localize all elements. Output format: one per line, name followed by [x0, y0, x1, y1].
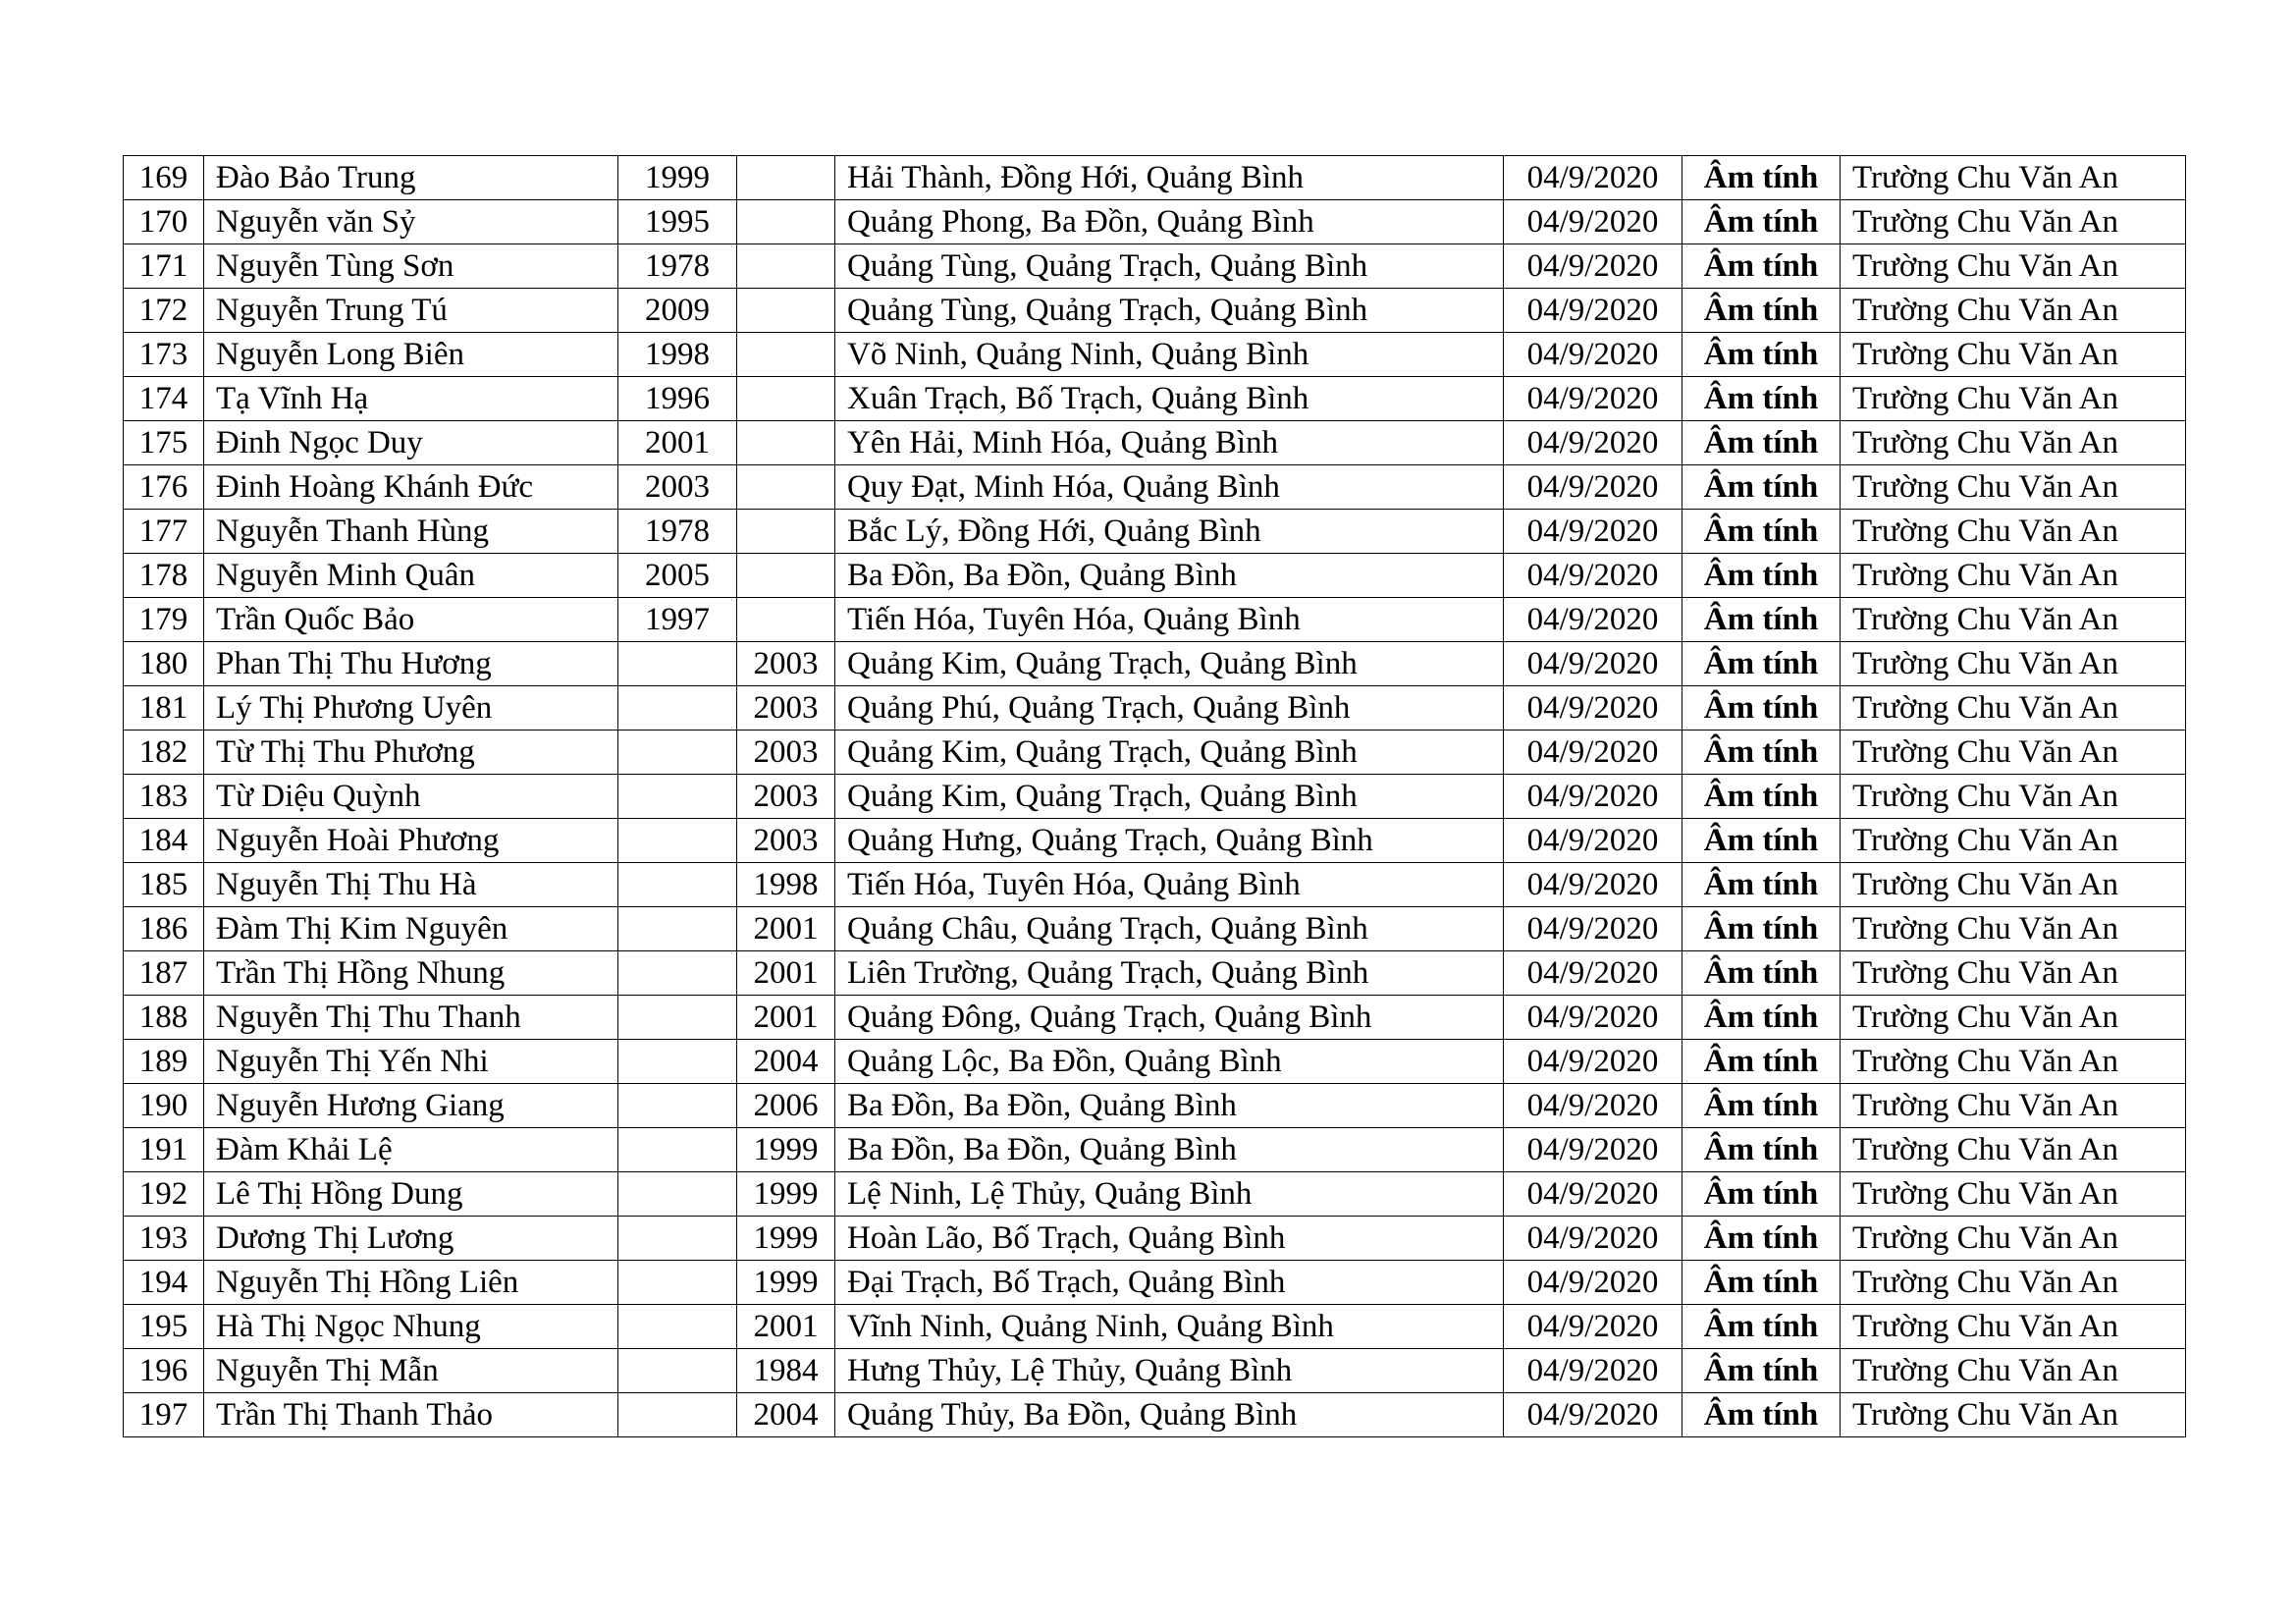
test-date-cell: 04/9/2020 [1504, 907, 1682, 951]
female-birth-year-cell: 2003 [737, 775, 835, 819]
address-cell: Xuân Trạch, Bố Trạch, Quảng Bình [835, 377, 1504, 421]
male-birth-year-cell: 2009 [618, 289, 737, 333]
person-name-cell: Nguyễn Hương Giang [204, 1084, 618, 1128]
address-cell: Tiến Hóa, Tuyên Hóa, Quảng Bình [835, 863, 1504, 907]
row-number-cell: 182 [124, 731, 204, 775]
row-number-cell: 189 [124, 1040, 204, 1084]
isolation-place-cell: Trường Chu Văn An [1841, 951, 2186, 996]
table-row [124, 289, 2186, 333]
female-birth-year-cell: 2004 [737, 1040, 835, 1084]
test-date-cell: 04/9/2020 [1504, 642, 1682, 686]
address-cell: Bắc Lý, Đồng Hới, Quảng Bình [835, 510, 1504, 554]
female-birth-year-cell [737, 465, 835, 510]
isolation-place-cell: Trường Chu Văn An [1841, 598, 2186, 642]
table-row [124, 333, 2186, 377]
female-birth-year-cell: 2004 [737, 1393, 835, 1437]
address-cell: Quảng Thủy, Ba Đồn, Quảng Bình [835, 1393, 1504, 1437]
test-result-cell: Âm tính [1682, 863, 1841, 907]
female-birth-year-cell: 2003 [737, 819, 835, 863]
test-date-cell: 04/9/2020 [1504, 1261, 1682, 1305]
address-cell: Lệ Ninh, Lệ Thủy, Quảng Bình [835, 1172, 1504, 1217]
isolation-place-cell: Trường Chu Văn An [1841, 1040, 2186, 1084]
female-birth-year-cell: 2003 [737, 642, 835, 686]
table-row [124, 1393, 2186, 1437]
table-row [124, 598, 2186, 642]
male-birth-year-cell [618, 907, 737, 951]
test-date-cell: 04/9/2020 [1504, 1040, 1682, 1084]
test-result-cell: Âm tính [1682, 554, 1841, 598]
male-birth-year-cell [618, 996, 737, 1040]
row-number-cell: 197 [124, 1393, 204, 1437]
isolation-place-cell: Trường Chu Văn An [1841, 642, 2186, 686]
test-date-cell: 04/9/2020 [1504, 819, 1682, 863]
isolation-place-cell: Trường Chu Văn An [1841, 1305, 2186, 1349]
row-number-cell: 192 [124, 1172, 204, 1217]
row-number-cell: 171 [124, 244, 204, 289]
test-result-cell: Âm tính [1682, 1128, 1841, 1172]
male-birth-year-cell: 1997 [618, 598, 737, 642]
female-birth-year-cell: 1998 [737, 863, 835, 907]
row-number-cell: 172 [124, 289, 204, 333]
test-result-cell: Âm tính [1682, 819, 1841, 863]
address-cell: Quy Đạt, Minh Hóa, Quảng Bình [835, 465, 1504, 510]
male-birth-year-cell: 2001 [618, 421, 737, 465]
row-number-cell: 186 [124, 907, 204, 951]
test-result-cell: Âm tính [1682, 510, 1841, 554]
test-result-cell: Âm tính [1682, 907, 1841, 951]
female-birth-year-cell: 2001 [737, 907, 835, 951]
male-birth-year-cell: 1995 [618, 200, 737, 244]
table-row [124, 686, 2186, 731]
table-row [124, 200, 2186, 244]
person-name-cell: Đào Bảo Trung [204, 156, 618, 200]
test-result-cell: Âm tính [1682, 598, 1841, 642]
test-date-cell: 04/9/2020 [1504, 996, 1682, 1040]
row-number-cell: 178 [124, 554, 204, 598]
isolation-place-cell: Trường Chu Văn An [1841, 156, 2186, 200]
male-birth-year-cell [618, 1172, 737, 1217]
test-date-cell: 04/9/2020 [1504, 465, 1682, 510]
test-result-cell: Âm tính [1682, 1305, 1841, 1349]
isolation-place-cell: Trường Chu Văn An [1841, 1217, 2186, 1261]
male-birth-year-cell [618, 863, 737, 907]
female-birth-year-cell: 1984 [737, 1349, 835, 1393]
person-name-cell: Nguyễn Thị Yến Nhi [204, 1040, 618, 1084]
male-birth-year-cell [618, 1393, 737, 1437]
test-result-cell: Âm tính [1682, 333, 1841, 377]
table-row [124, 421, 2186, 465]
isolation-place-cell: Trường Chu Văn An [1841, 1128, 2186, 1172]
test-date-cell: 04/9/2020 [1504, 598, 1682, 642]
test-result-cell: Âm tính [1682, 156, 1841, 200]
person-name-cell: Nguyễn Tùng Sơn [204, 244, 618, 289]
table-row [124, 731, 2186, 775]
person-name-cell: Nguyễn Minh Quân [204, 554, 618, 598]
test-date-cell: 04/9/2020 [1504, 421, 1682, 465]
person-name-cell: Nguyễn Thị Mẫn [204, 1349, 618, 1393]
table-row [124, 510, 2186, 554]
male-birth-year-cell [618, 1084, 737, 1128]
address-cell: Hưng Thủy, Lệ Thủy, Quảng Bình [835, 1349, 1504, 1393]
test-result-cell: Âm tính [1682, 200, 1841, 244]
isolation-place-cell: Trường Chu Văn An [1841, 731, 2186, 775]
test-date-cell: 04/9/2020 [1504, 377, 1682, 421]
row-number-cell: 179 [124, 598, 204, 642]
person-name-cell: Đinh Hoàng Khánh Đức [204, 465, 618, 510]
test-date-cell: 04/9/2020 [1504, 1349, 1682, 1393]
male-birth-year-cell [618, 1217, 737, 1261]
male-birth-year-cell [618, 775, 737, 819]
table-row [124, 244, 2186, 289]
test-date-cell: 04/9/2020 [1504, 200, 1682, 244]
row-number-cell: 187 [124, 951, 204, 996]
address-cell: Quảng Lộc, Ba Đồn, Quảng Bình [835, 1040, 1504, 1084]
row-number-cell: 193 [124, 1217, 204, 1261]
table-row [124, 1261, 2186, 1305]
male-birth-year-cell: 2005 [618, 554, 737, 598]
female-birth-year-cell [737, 156, 835, 200]
test-result-cell: Âm tính [1682, 289, 1841, 333]
test-result-cell: Âm tính [1682, 1040, 1841, 1084]
person-name-cell: Nguyễn Trung Tú [204, 289, 618, 333]
isolation-place-cell: Trường Chu Văn An [1841, 686, 2186, 731]
female-birth-year-cell [737, 421, 835, 465]
female-birth-year-cell: 2003 [737, 686, 835, 731]
test-date-cell: 04/9/2020 [1504, 951, 1682, 996]
table-row [124, 1128, 2186, 1172]
isolation-place-cell: Trường Chu Văn An [1841, 465, 2186, 510]
female-birth-year-cell [737, 333, 835, 377]
row-number-cell: 190 [124, 1084, 204, 1128]
person-name-cell: Lê Thị Hồng Dung [204, 1172, 618, 1217]
address-cell: Yên Hải, Minh Hóa, Quảng Bình [835, 421, 1504, 465]
row-number-cell: 170 [124, 200, 204, 244]
address-cell: Liên Trường, Quảng Trạch, Quảng Bình [835, 951, 1504, 996]
test-date-cell: 04/9/2020 [1504, 510, 1682, 554]
table-row [124, 156, 2186, 200]
address-cell: Quảng Kim, Quảng Trạch, Quảng Bình [835, 775, 1504, 819]
isolation-place-cell: Trường Chu Văn An [1841, 421, 2186, 465]
address-cell: Võ Ninh, Quảng Ninh, Quảng Bình [835, 333, 1504, 377]
person-name-cell: Nguyễn Thị Thu Thanh [204, 996, 618, 1040]
address-cell: Quảng Đông, Quảng Trạch, Quảng Bình [835, 996, 1504, 1040]
male-birth-year-cell: 1996 [618, 377, 737, 421]
test-date-cell: 04/9/2020 [1504, 686, 1682, 731]
address-cell: Ba Đồn, Ba Đồn, Quảng Bình [835, 1128, 1504, 1172]
female-birth-year-cell: 1999 [737, 1128, 835, 1172]
test-date-cell: 04/9/2020 [1504, 731, 1682, 775]
test-result-cell: Âm tính [1682, 1261, 1841, 1305]
isolation-place-cell: Trường Chu Văn An [1841, 289, 2186, 333]
male-birth-year-cell [618, 731, 737, 775]
isolation-place-cell: Trường Chu Văn An [1841, 775, 2186, 819]
row-number-cell: 175 [124, 421, 204, 465]
person-name-cell: Nguyễn Thanh Hùng [204, 510, 618, 554]
male-birth-year-cell: 1999 [618, 156, 737, 200]
test-result-cell: Âm tính [1682, 996, 1841, 1040]
isolation-place-cell: Trường Chu Văn An [1841, 819, 2186, 863]
table-row [124, 1349, 2186, 1393]
test-results-table [123, 155, 2186, 1437]
row-number-cell: 176 [124, 465, 204, 510]
test-date-cell: 04/9/2020 [1504, 289, 1682, 333]
table-row [124, 1217, 2186, 1261]
test-result-cell: Âm tính [1682, 1217, 1841, 1261]
person-name-cell: Nguyễn Thị Thu Hà [204, 863, 618, 907]
person-name-cell: Từ Diệu Quỳnh [204, 775, 618, 819]
person-name-cell: Nguyễn Long Biên [204, 333, 618, 377]
address-cell: Quảng Phú, Quảng Trạch, Quảng Bình [835, 686, 1504, 731]
row-number-cell: 169 [124, 156, 204, 200]
isolation-place-cell: Trường Chu Văn An [1841, 200, 2186, 244]
row-number-cell: 173 [124, 333, 204, 377]
table-row [124, 1305, 2186, 1349]
table-row [124, 465, 2186, 510]
address-cell: Quảng Hưng, Quảng Trạch, Quảng Bình [835, 819, 1504, 863]
test-date-cell: 04/9/2020 [1504, 244, 1682, 289]
isolation-place-cell: Trường Chu Văn An [1841, 863, 2186, 907]
table-row [124, 1040, 2186, 1084]
address-cell: Ba Đồn, Ba Đồn, Quảng Bình [835, 1084, 1504, 1128]
person-name-cell: Tạ Vĩnh Hạ [204, 377, 618, 421]
row-number-cell: 181 [124, 686, 204, 731]
test-result-cell: Âm tính [1682, 465, 1841, 510]
test-date-cell: 04/9/2020 [1504, 156, 1682, 200]
female-birth-year-cell [737, 244, 835, 289]
female-birth-year-cell: 1999 [737, 1217, 835, 1261]
male-birth-year-cell: 1978 [618, 244, 737, 289]
row-number-cell: 195 [124, 1305, 204, 1349]
table-row [124, 775, 2186, 819]
row-number-cell: 180 [124, 642, 204, 686]
test-date-cell: 04/9/2020 [1504, 333, 1682, 377]
person-name-cell: Đinh Ngọc Duy [204, 421, 618, 465]
address-cell: Tiến Hóa, Tuyên Hóa, Quảng Bình [835, 598, 1504, 642]
table-row [124, 863, 2186, 907]
male-birth-year-cell [618, 1305, 737, 1349]
table-row [124, 951, 2186, 996]
person-name-cell: Trần Quốc Bảo [204, 598, 618, 642]
female-birth-year-cell [737, 200, 835, 244]
male-birth-year-cell [618, 1261, 737, 1305]
female-birth-year-cell: 2001 [737, 1305, 835, 1349]
female-birth-year-cell: 2003 [737, 731, 835, 775]
table-row [124, 996, 2186, 1040]
address-cell: Quảng Kim, Quảng Trạch, Quảng Bình [835, 731, 1504, 775]
female-birth-year-cell [737, 510, 835, 554]
male-birth-year-cell: 1978 [618, 510, 737, 554]
address-cell: Hải Thành, Đồng Hới, Quảng Bình [835, 156, 1504, 200]
female-birth-year-cell [737, 377, 835, 421]
address-cell: Đại Trạch, Bố Trạch, Quảng Bình [835, 1261, 1504, 1305]
male-birth-year-cell: 1998 [618, 333, 737, 377]
isolation-place-cell: Trường Chu Văn An [1841, 1349, 2186, 1393]
table-row [124, 1172, 2186, 1217]
person-name-cell: Hà Thị Ngọc Nhung [204, 1305, 618, 1349]
isolation-place-cell: Trường Chu Văn An [1841, 377, 2186, 421]
address-cell: Quảng Phong, Ba Đồn, Quảng Bình [835, 200, 1504, 244]
address-cell: Quảng Tùng, Quảng Trạch, Quảng Bình [835, 289, 1504, 333]
person-name-cell: Nguyễn Hoài Phương [204, 819, 618, 863]
table-row [124, 819, 2186, 863]
test-date-cell: 04/9/2020 [1504, 554, 1682, 598]
test-result-cell: Âm tính [1682, 951, 1841, 996]
male-birth-year-cell [618, 686, 737, 731]
test-date-cell: 04/9/2020 [1504, 1172, 1682, 1217]
isolation-place-cell: Trường Chu Văn An [1841, 1261, 2186, 1305]
address-cell: Quảng Châu, Quảng Trạch, Quảng Bình [835, 907, 1504, 951]
person-name-cell: Từ Thị Thu Phương [204, 731, 618, 775]
isolation-place-cell: Trường Chu Văn An [1841, 510, 2186, 554]
male-birth-year-cell [618, 951, 737, 996]
isolation-place-cell: Trường Chu Văn An [1841, 244, 2186, 289]
isolation-place-cell: Trường Chu Văn An [1841, 1084, 2186, 1128]
isolation-place-cell: Trường Chu Văn An [1841, 333, 2186, 377]
person-name-cell: Đàm Thị Kim Nguyên [204, 907, 618, 951]
row-number-cell: 184 [124, 819, 204, 863]
test-date-cell: 04/9/2020 [1504, 775, 1682, 819]
table-row [124, 907, 2186, 951]
female-birth-year-cell [737, 289, 835, 333]
female-birth-year-cell: 2001 [737, 951, 835, 996]
test-date-cell: 04/9/2020 [1504, 1393, 1682, 1437]
table-body [124, 156, 2186, 1437]
address-cell: Ba Đồn, Ba Đồn, Quảng Bình [835, 554, 1504, 598]
test-date-cell: 04/9/2020 [1504, 1084, 1682, 1128]
male-birth-year-cell [618, 819, 737, 863]
test-date-cell: 04/9/2020 [1504, 1305, 1682, 1349]
female-birth-year-cell: 1999 [737, 1261, 835, 1305]
test-result-cell: Âm tính [1682, 1084, 1841, 1128]
person-name-cell: Trần Thị Thanh Thảo [204, 1393, 618, 1437]
female-birth-year-cell [737, 598, 835, 642]
table-row [124, 554, 2186, 598]
address-cell: Quảng Kim, Quảng Trạch, Quảng Bình [835, 642, 1504, 686]
isolation-place-cell: Trường Chu Văn An [1841, 554, 2186, 598]
test-result-cell: Âm tính [1682, 244, 1841, 289]
isolation-place-cell: Trường Chu Văn An [1841, 907, 2186, 951]
isolation-place-cell: Trường Chu Văn An [1841, 996, 2186, 1040]
male-birth-year-cell [618, 1128, 737, 1172]
female-birth-year-cell: 2006 [737, 1084, 835, 1128]
person-name-cell: Dương Thị Lương [204, 1217, 618, 1261]
person-name-cell: Lý Thị Phương Uyên [204, 686, 618, 731]
row-number-cell: 177 [124, 510, 204, 554]
row-number-cell: 194 [124, 1261, 204, 1305]
person-name-cell: Phan Thị Thu Hương [204, 642, 618, 686]
row-number-cell: 188 [124, 996, 204, 1040]
table-row [124, 642, 2186, 686]
isolation-place-cell: Trường Chu Văn An [1841, 1393, 2186, 1437]
person-name-cell: Nguyễn Thị Hồng Liên [204, 1261, 618, 1305]
row-number-cell: 191 [124, 1128, 204, 1172]
test-date-cell: 04/9/2020 [1504, 863, 1682, 907]
male-birth-year-cell: 2003 [618, 465, 737, 510]
address-cell: Vĩnh Ninh, Quảng Ninh, Quảng Bình [835, 1305, 1504, 1349]
address-cell: Quảng Tùng, Quảng Trạch, Quảng Bình [835, 244, 1504, 289]
male-birth-year-cell [618, 642, 737, 686]
row-number-cell: 174 [124, 377, 204, 421]
test-date-cell: 04/9/2020 [1504, 1128, 1682, 1172]
person-name-cell: Đàm Khải Lệ [204, 1128, 618, 1172]
person-name-cell: Trần Thị Hồng Nhung [204, 951, 618, 996]
row-number-cell: 183 [124, 775, 204, 819]
row-number-cell: 196 [124, 1349, 204, 1393]
table-row [124, 377, 2186, 421]
isolation-place-cell: Trường Chu Văn An [1841, 1172, 2186, 1217]
test-date-cell: 04/9/2020 [1504, 1217, 1682, 1261]
address-cell: Hoàn Lão, Bố Trạch, Quảng Bình [835, 1217, 1504, 1261]
female-birth-year-cell [737, 554, 835, 598]
table-row [124, 1084, 2186, 1128]
test-result-cell: Âm tính [1682, 642, 1841, 686]
male-birth-year-cell [618, 1040, 737, 1084]
test-result-cell: Âm tính [1682, 731, 1841, 775]
test-result-cell: Âm tính [1682, 377, 1841, 421]
female-birth-year-cell: 2001 [737, 996, 835, 1040]
male-birth-year-cell [618, 1349, 737, 1393]
female-birth-year-cell: 1999 [737, 1172, 835, 1217]
row-number-cell: 185 [124, 863, 204, 907]
test-result-cell: Âm tính [1682, 775, 1841, 819]
test-result-cell: Âm tính [1682, 686, 1841, 731]
person-name-cell: Nguyễn văn Sỷ [204, 200, 618, 244]
test-result-cell: Âm tính [1682, 1349, 1841, 1393]
test-result-cell: Âm tính [1682, 1393, 1841, 1437]
test-result-cell: Âm tính [1682, 1172, 1841, 1217]
test-result-cell: Âm tính [1682, 421, 1841, 465]
